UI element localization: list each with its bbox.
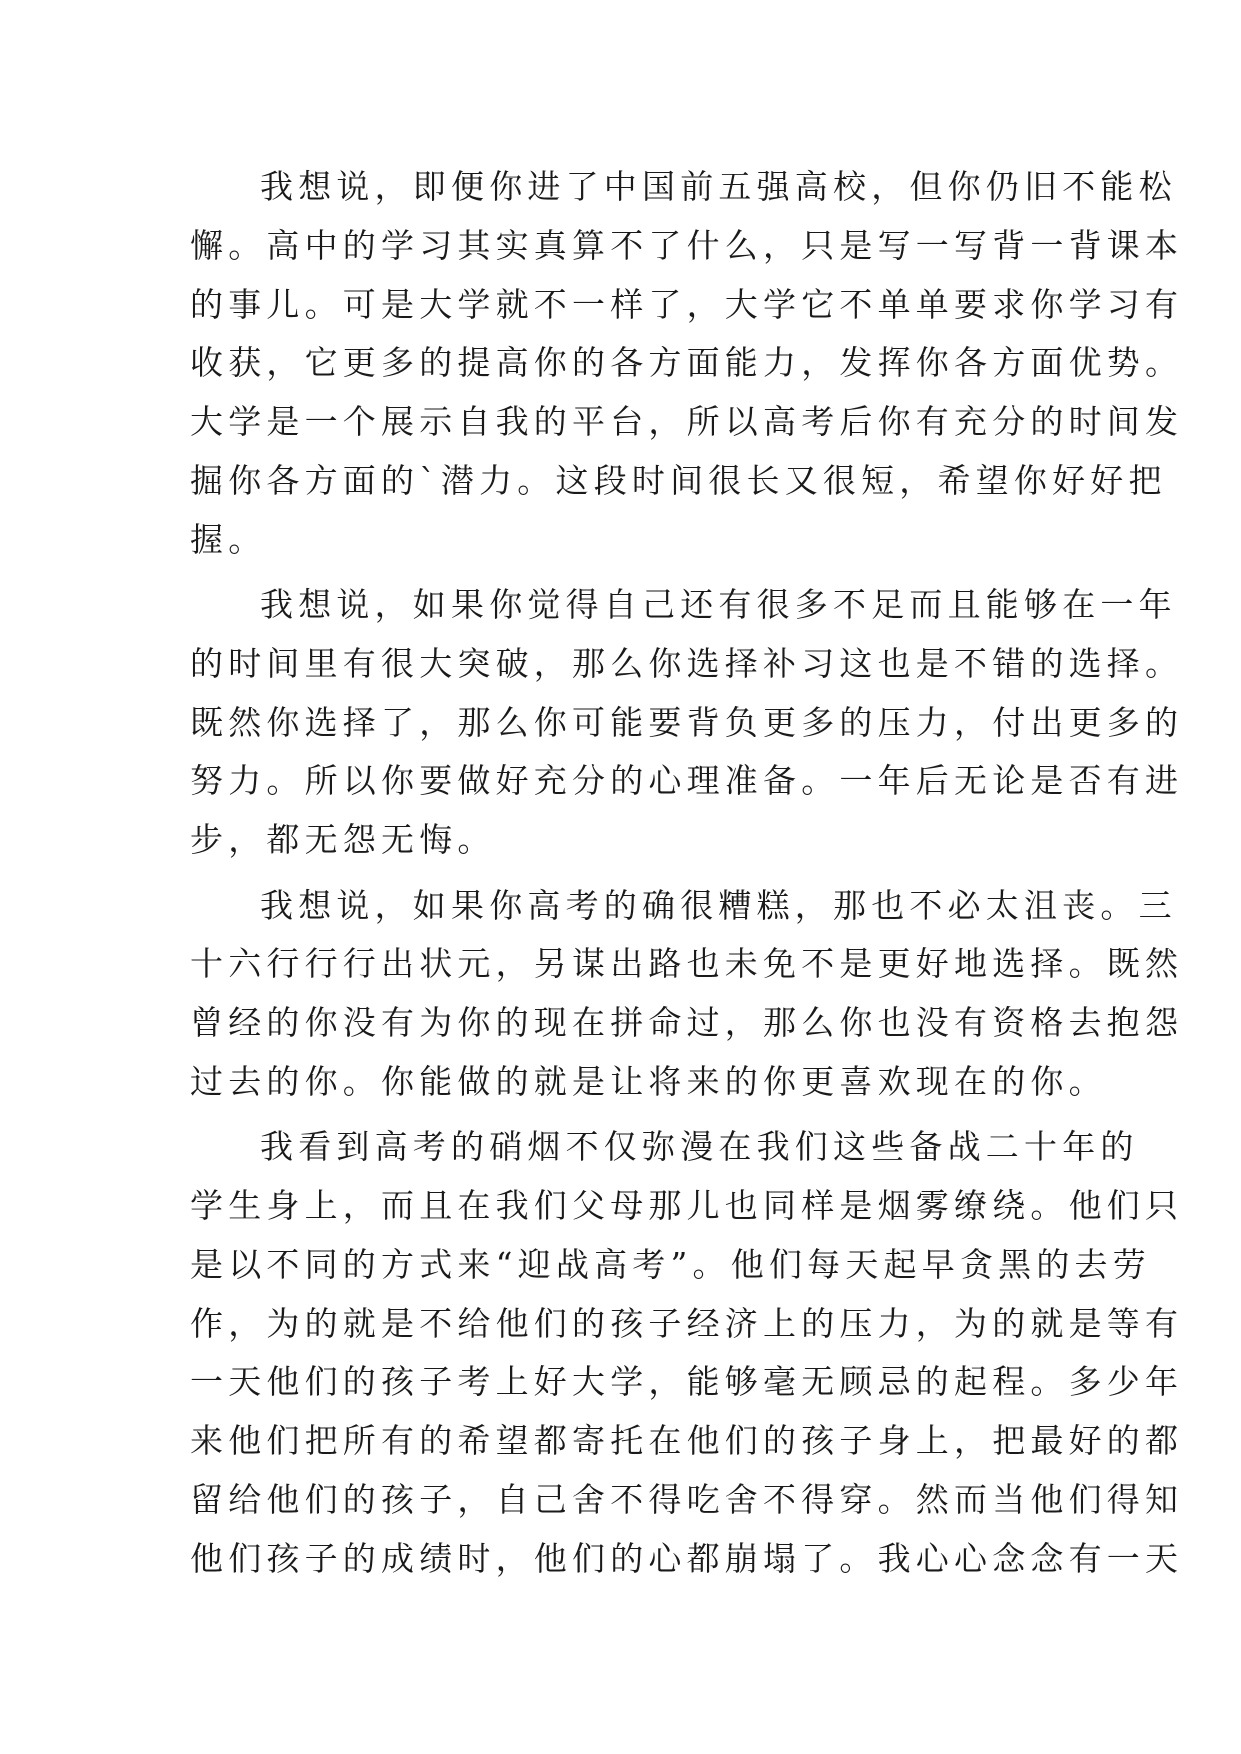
text-line: 过去的你。你能做的就是让将来的你更喜欢现在的你。 (190, 1061, 1107, 1101)
paragraph-3 (190, 877, 1184, 1112)
document-body (190, 158, 1184, 1595)
text-line: 是以不同的方式来“迎战高考”。他们每天起早贪黑的去劳 (190, 1244, 1151, 1284)
text-line: 努力。所以你要做好充分的心理准备。一年后无论是否有进 (190, 761, 1184, 801)
text-line: 十六行行行出状元，另谋出路也未免不是更好地选择。既然 (190, 944, 1184, 984)
text-line: 留给他们的孩子，自己舍不得吃舍不得穿。然而当他们得知 (190, 1480, 1184, 1520)
text-line: 作，为的就是不给他们的孩子经济上的压力，为的就是等有 (190, 1303, 1184, 1343)
text-line: 来他们把所有的希望都寄托在他们的孩子身上，把最好的都 (190, 1421, 1184, 1461)
paragraph-1 (190, 158, 1184, 570)
text-line: 我看到高考的硝烟不仅弥漫在我们这些备战二十年的 (260, 1127, 1139, 1167)
text-line: 的时间里有很大突破，那么你选择补习这也是不错的选择。 (190, 643, 1184, 683)
text-line: 收获，它更多的提高你的各方面能力，发挥你各方面优势。 (190, 343, 1184, 383)
text-line: 掘你各方面的`潜力。这段时间很长又很短，希望你好好把 (190, 460, 1167, 500)
text-line: 我想说，如果你觉得自己还有很多不足而且能够在一年 (260, 585, 1177, 625)
text-line: 学生身上，而且在我们父母那儿也同样是烟雾缭绕。他们只 (190, 1186, 1184, 1226)
text-line: 曾经的你没有为你的现在拼命过，那么你也没有资格去抱怨 (190, 1003, 1184, 1043)
text-line: 步，都无怨无悔。 (190, 820, 496, 860)
text-line: 大学是一个展示自我的平台，所以高考后你有充分的时间发 (190, 402, 1184, 442)
text-line: 一天他们的孩子考上好大学，能够毫无顾忌的起程。多少年 (190, 1362, 1184, 1402)
text-line: 懈。高中的学习其实真算不了什么，只是写一写背一背课本 (190, 225, 1184, 265)
text-line: 既然你选择了，那么你可能要背负更多的压力，付出更多的 (190, 702, 1184, 742)
text-line: 我想说，如果你高考的确很糟糕，那也不必太沮丧。三 (260, 885, 1177, 925)
paragraph-2 (190, 576, 1184, 870)
text-line: 的事儿。可是大学就不一样了，大学它不单单要求你学习有 (190, 284, 1184, 324)
text-line: 我想说，即便你进了中国前五强高校，但你仍旧不能松 (260, 167, 1177, 206)
paragraph-4 (190, 1118, 1184, 1588)
text-line: 他们孩子的成绩时，他们的心都崩塌了。我心心念念有一天 (190, 1538, 1184, 1578)
text-line: 握。 (190, 519, 267, 559)
